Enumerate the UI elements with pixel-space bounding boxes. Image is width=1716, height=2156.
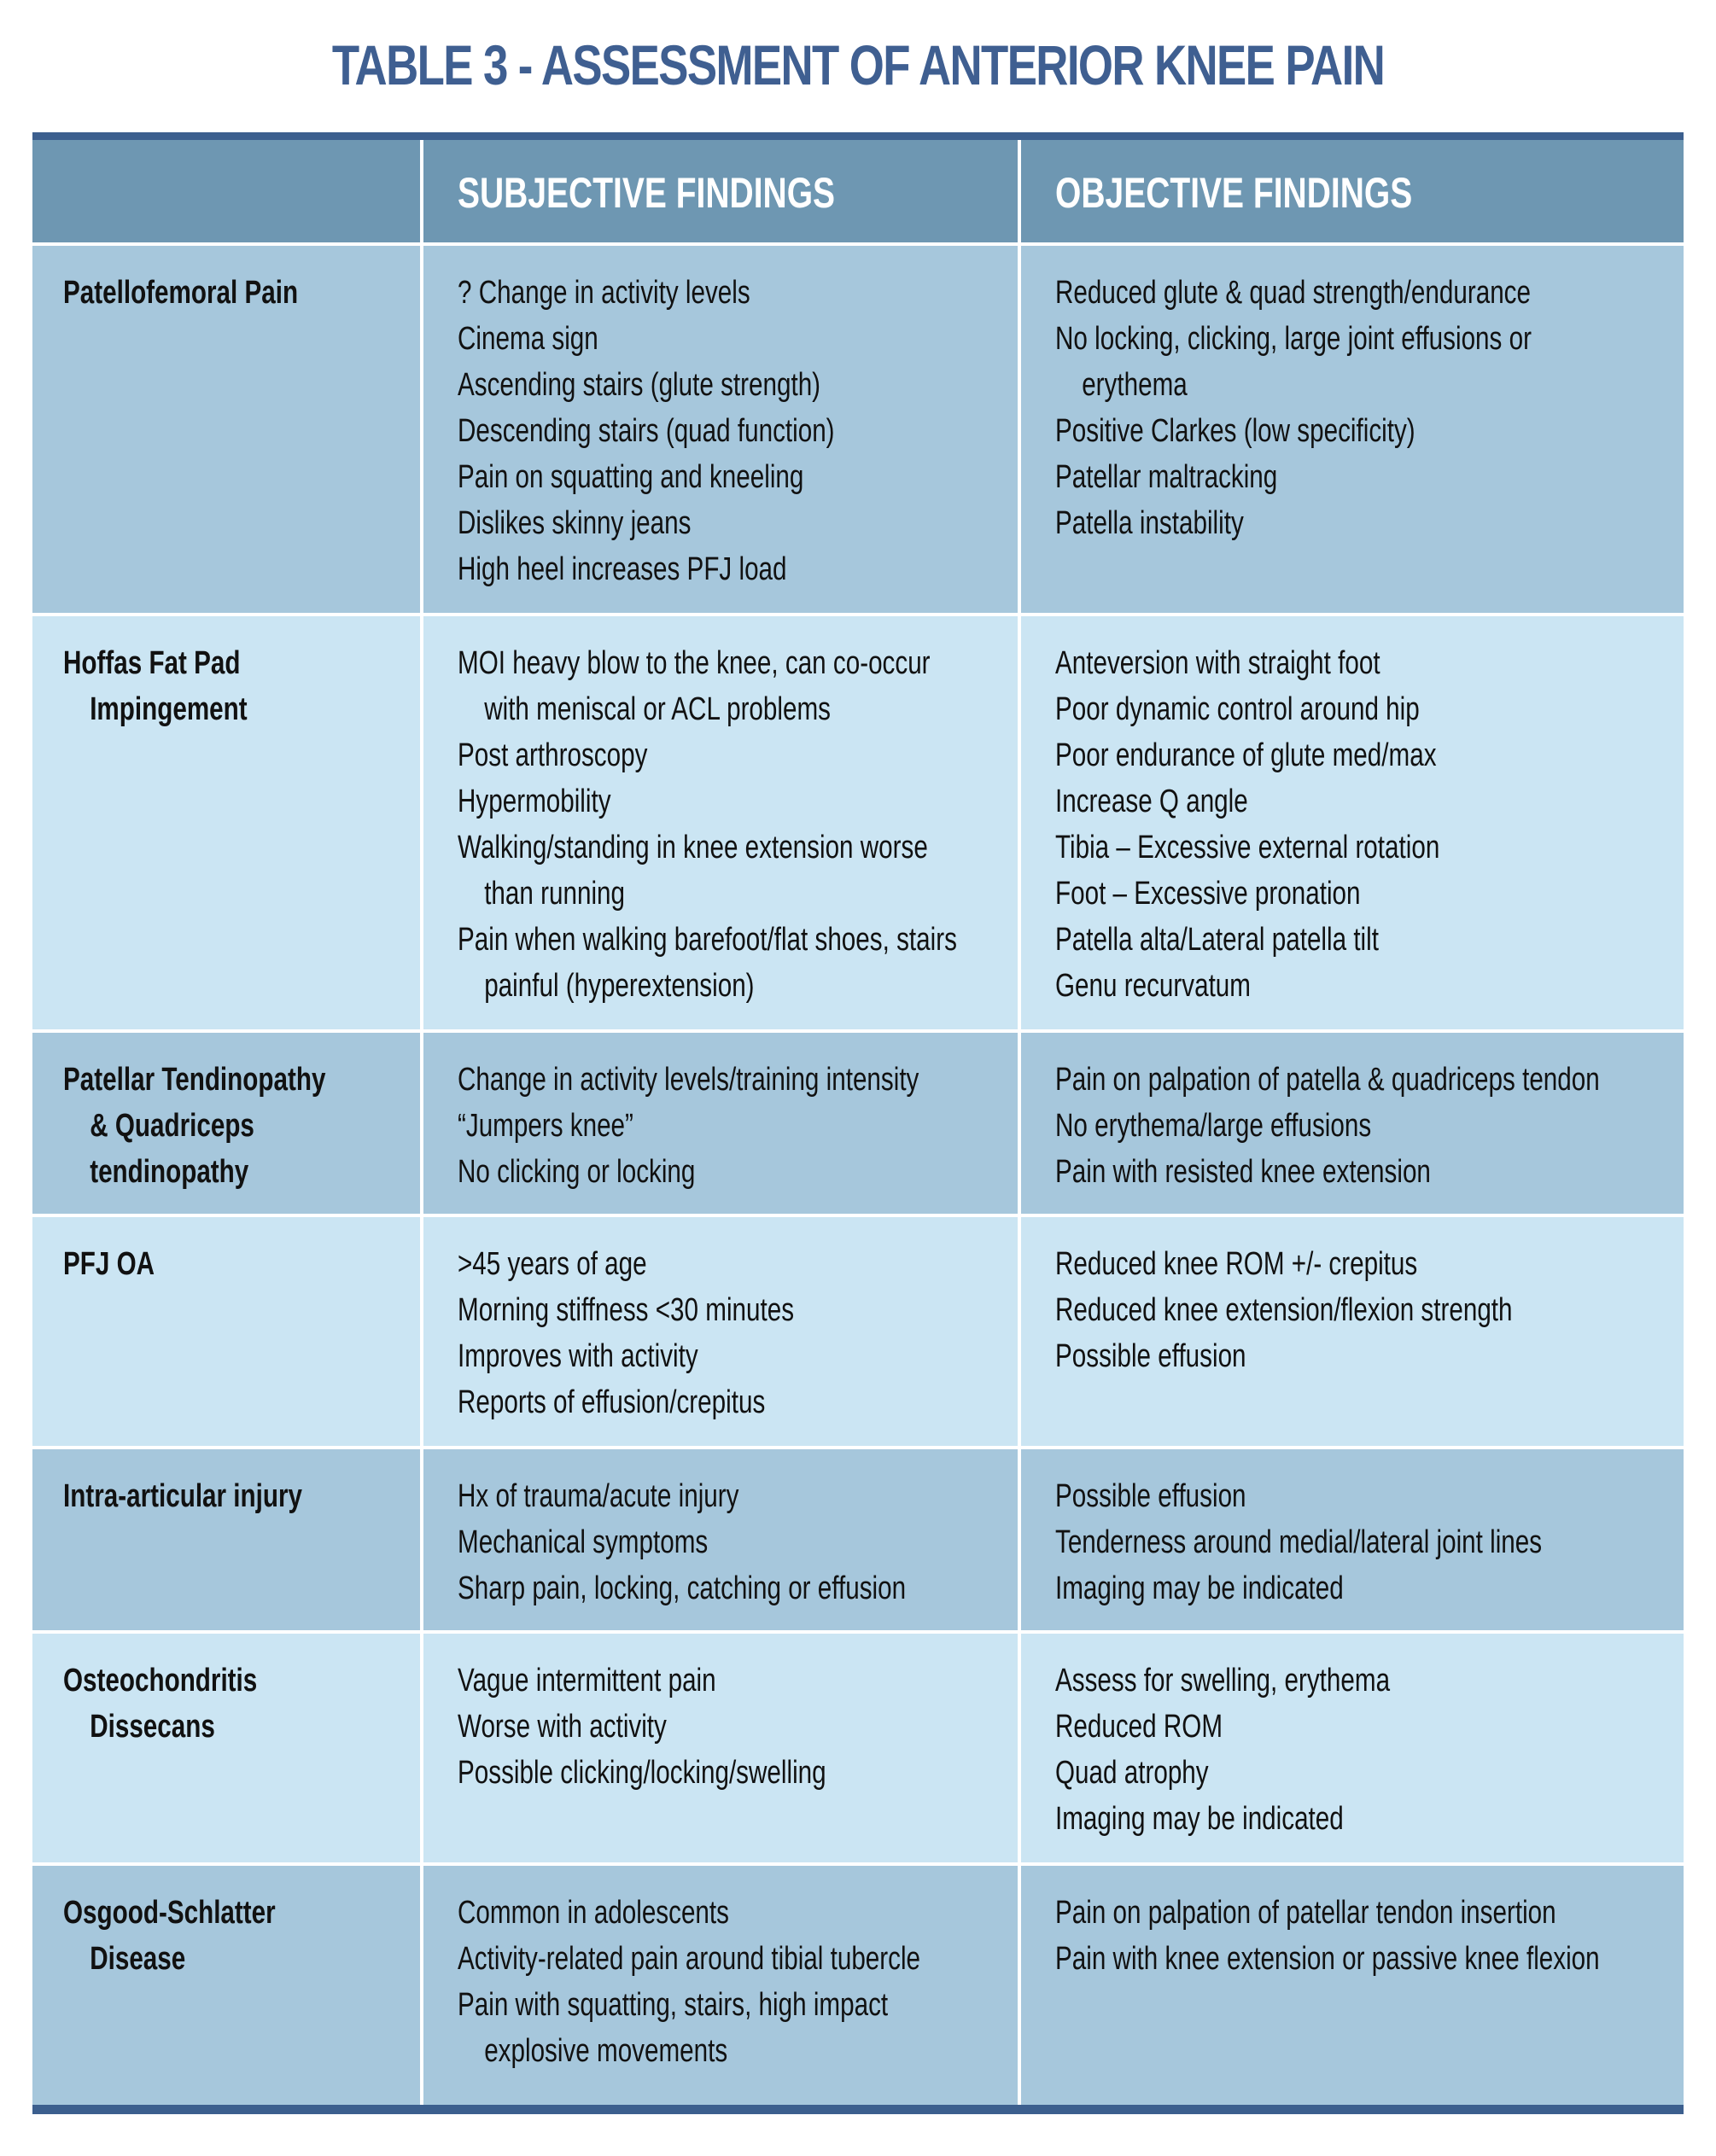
condition-line: Intra-articular injury <box>63 1478 303 1514</box>
objective-line: Imaging may be indicated <box>1055 1801 1344 1837</box>
condition-line: Patellofemoral Pain <box>63 275 299 311</box>
subjective-line: Reports of effusion/crepitus <box>458 1384 766 1420</box>
objective-line: erythema <box>1082 367 1188 403</box>
objective-line: Poor endurance of glute med/max <box>1055 737 1437 773</box>
objective-line: Poor dynamic control around hip <box>1055 691 1420 727</box>
condition-cell <box>32 246 423 613</box>
objective-line: Pain on palpation of patellar tendon insertion <box>1055 1895 1556 1931</box>
subjective-line: Mechanical symptoms <box>458 1524 709 1560</box>
objective-line: Pain with resisted knee extension <box>1055 1154 1431 1190</box>
table-row <box>32 1033 1684 1217</box>
condition-line: PFJ OA <box>63 1246 155 1282</box>
objective-line: Anteversion with straight foot <box>1055 645 1380 681</box>
subjective-line: Hypermobility <box>458 784 611 819</box>
subjective-cell <box>423 1449 1021 1630</box>
objective-cell <box>1021 1033 1684 1214</box>
subjective-line: Morning stiffness <30 minutes <box>458 1292 795 1328</box>
table-body <box>32 246 1684 2105</box>
objective-line: Genu recurvatum <box>1055 968 1251 1004</box>
subjective-line: Ascending stairs (glute strength) <box>458 367 821 403</box>
condition-line: Osteochondritis <box>63 1663 258 1699</box>
subjective-line: Worse with activity <box>458 1709 667 1745</box>
subjective-line: Possible clicking/locking/swelling <box>458 1755 826 1791</box>
subjective-line: Change in activity levels/training intensity <box>458 1062 919 1098</box>
table-row <box>32 616 1684 1033</box>
condition-line: Impingement <box>90 691 248 727</box>
subjective-line: Descending stairs (quad function) <box>458 413 835 449</box>
subjective-line: Activity-related pain around tibial tubercle <box>458 1941 921 1977</box>
subjective-line: Hx of trauma/acute injury <box>458 1478 739 1514</box>
objective-line: Patellar maltracking <box>1055 459 1278 495</box>
objective-cell <box>1021 1217 1684 1446</box>
objective-cell <box>1021 616 1684 1029</box>
objective-line: Assess for swelling, erythema <box>1055 1663 1391 1699</box>
objective-line: Possible effusion <box>1055 1338 1246 1374</box>
condition-line: tendinopathy <box>90 1154 249 1190</box>
subjective-line: Pain when walking barefoot/flat shoes, stairs <box>458 922 957 958</box>
objective-line: Tibia – Excessive external rotation <box>1055 830 1440 865</box>
header-condition <box>32 140 423 246</box>
condition-cell <box>32 1449 423 1630</box>
subjective-line: High heel increases PFJ load <box>458 551 787 587</box>
condition-cell <box>32 1217 423 1446</box>
objective-line: No locking, clicking, large joint effusions or <box>1055 321 1532 357</box>
objective-line: Reduced knee extension/flexion strength <box>1055 1292 1513 1328</box>
subjective-line: Dislikes skinny jeans <box>458 505 692 541</box>
header-objective: OBJECTIVE FINDINGS <box>1055 169 1413 217</box>
subjective-cell <box>423 1866 1021 2105</box>
subjective-line: than running <box>484 876 626 912</box>
condition-line: & Quadriceps <box>90 1108 254 1144</box>
condition-line: Osgood-Schlatter <box>63 1895 276 1931</box>
subjective-line: MOI heavy blow to the knee, can co-occur <box>458 645 931 681</box>
table-row <box>32 1866 1684 2105</box>
condition-line: Dissecans <box>90 1709 215 1745</box>
subjective-line: Cinema sign <box>458 321 598 357</box>
subjective-line: Common in adolescents <box>458 1895 729 1931</box>
subjective-cell <box>423 1634 1021 1862</box>
subjective-line: No clicking or locking <box>458 1154 696 1190</box>
subjective-line: >45 years of age <box>458 1246 647 1282</box>
subjective-line: Post arthroscopy <box>458 737 648 773</box>
objective-line: Quad atrophy <box>1055 1755 1209 1791</box>
objective-line: Reduced glute & quad strength/endurance <box>1055 275 1531 311</box>
assessment-table <box>32 132 1684 2114</box>
objective-line: Reduced ROM <box>1055 1709 1223 1745</box>
table-row <box>32 1449 1684 1634</box>
objective-line: Reduced knee ROM +/- crepitus <box>1055 1246 1418 1282</box>
subjective-cell <box>423 1033 1021 1214</box>
objective-line: Possible effusion <box>1055 1478 1246 1514</box>
subjective-line: Improves with activity <box>458 1338 698 1374</box>
table-header-row <box>32 140 1684 246</box>
objective-line: Increase Q angle <box>1055 784 1248 819</box>
subjective-line: explosive movements <box>484 2033 728 2069</box>
table-row <box>32 246 1684 616</box>
subjective-cell <box>423 616 1021 1029</box>
objective-line: Tenderness around medial/lateral joint lines <box>1055 1524 1543 1560</box>
objective-line: Patella alta/Lateral patella tilt <box>1055 922 1379 958</box>
objective-line: Foot – Excessive pronation <box>1055 876 1361 912</box>
table-row <box>32 1217 1684 1449</box>
objective-cell <box>1021 1634 1684 1862</box>
condition-cell <box>32 616 423 1029</box>
table-row <box>32 1634 1684 1866</box>
objective-line: Pain with knee extension or passive knee flexion <box>1055 1941 1600 1977</box>
subjective-line: Pain on squatting and kneeling <box>458 459 804 495</box>
objective-cell <box>1021 1449 1684 1630</box>
subjective-line: “Jumpers knee” <box>458 1108 633 1144</box>
subjective-line: Pain with squatting, stairs, high impact <box>458 1987 889 2023</box>
subjective-line: with meniscal or ACL problems <box>484 691 831 727</box>
subjective-line: Vague intermittent pain <box>458 1663 716 1699</box>
condition-cell <box>32 1634 423 1862</box>
condition-line: Hoffas Fat Pad <box>63 645 241 681</box>
subjective-cell <box>423 246 1021 613</box>
condition-line: Patellar Tendinopathy <box>63 1062 326 1098</box>
subjective-line: Sharp pain, locking, catching or effusion <box>458 1570 907 1606</box>
objective-line: No erythema/large effusions <box>1055 1108 1372 1144</box>
condition-line: Disease <box>90 1941 186 1977</box>
subjective-line: ? Change in activity levels <box>458 275 750 311</box>
condition-cell <box>32 1033 423 1214</box>
objective-line: Patella instability <box>1055 505 1244 541</box>
objective-line: Imaging may be indicated <box>1055 1570 1344 1606</box>
header-subjective: SUBJECTIVE FINDINGS <box>423 140 1021 246</box>
condition-cell <box>32 1866 423 2105</box>
objective-cell <box>1021 246 1684 613</box>
table-title: TABLE 3 - ASSESSMENT OF ANTERIOR KNEE PAIN <box>331 33 1385 96</box>
objective-line: Positive Clarkes (low specificity) <box>1055 413 1415 449</box>
objective-cell <box>1021 1866 1684 2105</box>
objective-line: Pain on palpation of patella & quadriceps tendon <box>1055 1062 1600 1098</box>
subjective-line: Walking/standing in knee extension worse <box>458 830 928 865</box>
subjective-cell <box>423 1217 1021 1446</box>
subjective-line: painful (hyperextension) <box>484 968 755 1004</box>
